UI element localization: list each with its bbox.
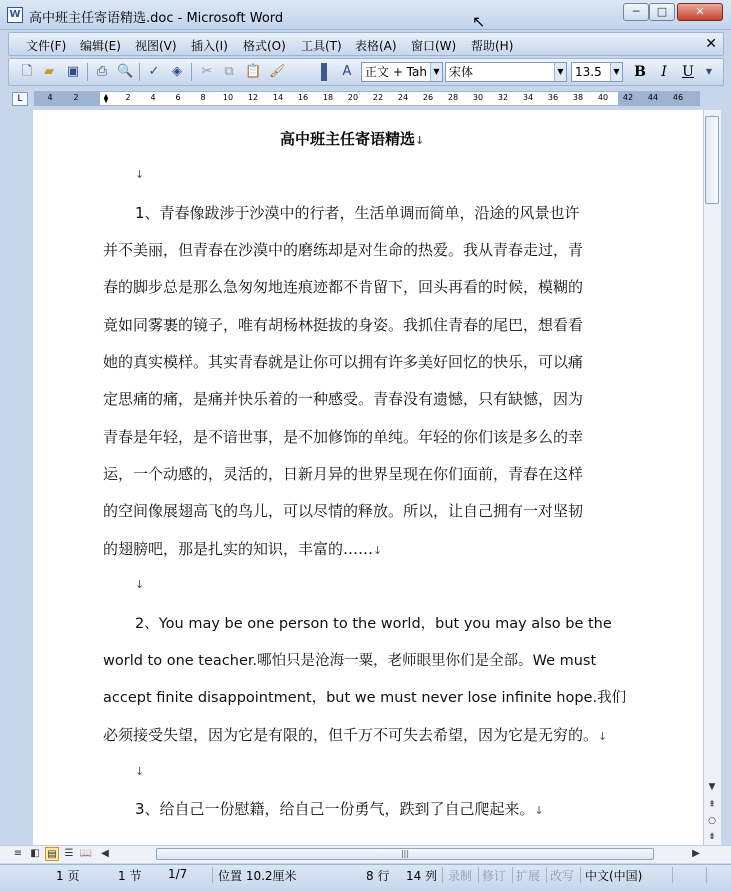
close-document-button[interactable]: ✕ [705, 36, 717, 52]
copy-icon[interactable]: ⧉ [224, 64, 234, 79]
document-title-text: 高中班主任寄语精选 [280, 130, 416, 148]
mouse-pointer-icon: ↖ [472, 12, 486, 31]
body-line-text: 的翅膀吧，那是扎实的知识，丰富的…… [103, 540, 374, 558]
menu-help[interactable]: 帮助(H) [471, 39, 514, 53]
ruler-tick: 24 [397, 93, 409, 102]
menu-format[interactable]: 格式(O) [243, 39, 286, 53]
toolbar [8, 58, 724, 86]
cut-icon[interactable]: ✂ [201, 64, 213, 79]
menu-tools[interactable]: 工具(T) [301, 39, 342, 53]
paragraph-mark: ↓ [415, 134, 425, 147]
ruler-tick: 38 [572, 93, 584, 102]
ruler-tick: 2 [125, 93, 131, 102]
outline-view-icon[interactable]: ☰ [64, 848, 74, 859]
underline-options-chevron-icon[interactable]: ▼ [705, 67, 713, 76]
maximize-button[interactable]: □ [649, 3, 675, 21]
paragraph-mark: ↓ [373, 544, 383, 557]
menu-table[interactable]: 表格(A) [355, 39, 397, 53]
font-size-combo[interactable] [571, 62, 623, 82]
ruler-tick: 36 [547, 93, 559, 102]
font-combo-value: 宋体 [449, 65, 474, 79]
toolbar-separator [87, 63, 88, 81]
status-separator [512, 867, 513, 883]
bold-button[interactable]: B [634, 64, 646, 80]
ruler-tick: 12 [247, 93, 259, 102]
status-extend[interactable]: 扩展 [516, 869, 541, 883]
ruler-tick: 42 [622, 93, 634, 102]
ruler-tick: 4 [150, 93, 156, 102]
normal-view-icon[interactable]: ≡ [13, 848, 23, 859]
open-folder-icon[interactable]: ▰ [44, 64, 54, 79]
horizontal-scroll-thumb[interactable]: ||| [156, 848, 654, 860]
body-line[interactable]: 青春是年轻，是不谙世事，是不加修饰的单纯。年轻的你们该是多么的幸 [103, 428, 584, 446]
body-line[interactable]: 并不美丽，但青春在沙漠中的磨练却是对生命的热爱。我从青春走过，青 [103, 241, 584, 259]
underline-button[interactable]: U [682, 64, 694, 80]
print-icon[interactable]: ⎙ [96, 64, 108, 79]
status-page-of: 1/7 [168, 867, 188, 881]
paragraph-mark: ↓ [135, 578, 145, 591]
ruler-tick: 10 [222, 93, 234, 102]
scroll-right-button[interactable]: ▶ [692, 848, 700, 859]
italic-button[interactable]: I [661, 64, 667, 80]
ruler-tick: 34 [522, 93, 534, 102]
menu-view[interactable]: 视图(V) [135, 39, 177, 53]
ruler-tick: 32 [497, 93, 509, 102]
status-separator [546, 867, 547, 883]
status-separator [212, 867, 213, 883]
indent-marker-icon[interactable]: ⧫ [103, 94, 109, 104]
status-separator [478, 867, 479, 883]
paragraph-mark: ↓ [135, 765, 145, 778]
chevron-down-icon[interactable]: ▼ [554, 63, 566, 81]
scroll-left-button[interactable]: ◀ [101, 848, 109, 859]
body-line-text: 必须接受失望，因为它是有限的，但千万不可失去希望，因为它是无穷的。 [103, 726, 599, 744]
research-icon[interactable]: ◈ [172, 64, 182, 79]
chevron-down-icon[interactable]: ▼ [610, 63, 622, 81]
vertical-scrollbar[interactable] [703, 110, 721, 845]
spelling-check-icon[interactable]: ✓ [148, 64, 160, 79]
window-title: 高中班主任寄语精选.doc - Microsoft Word [29, 11, 284, 26]
body-line[interactable] [103, 724, 607, 745]
tab-selector-button[interactable]: L [12, 92, 28, 106]
toolbar-separator [139, 63, 140, 81]
ruler-tick: 28 [447, 93, 459, 102]
ruler-tick: 18 [322, 93, 334, 102]
ruler-tick: 2 [73, 93, 79, 102]
reading-layout-view-icon[interactable]: 📖 [79, 848, 93, 859]
ruler-tick: 44 [647, 93, 659, 102]
ruler-tick: 8 [200, 93, 206, 102]
body-line[interactable]: 她的真实模样。其实青春就是让你可以拥有许多美好回忆的快乐，可以痛 [103, 353, 584, 371]
body-line[interactable]: 1、青春像跋涉于沙漠中的行者，生活单调而简单，沿途的风景也许 [135, 204, 580, 222]
body-line[interactable] [103, 538, 382, 559]
ruler-tick: 40 [597, 93, 609, 102]
menu-window[interactable]: 窗口(W) [411, 39, 457, 53]
print-preview-icon[interactable]: 🔍 [117, 64, 134, 79]
status-column: 14 列 [406, 869, 438, 883]
body-line[interactable]: world to one teacher.哪怕只是沧海一粟，老师眼里你们是全部。We must [103, 653, 597, 669]
format-painter-icon[interactable]: 🖌 [269, 64, 286, 79]
menu-edit[interactable]: 编辑(E) [80, 39, 121, 53]
print-layout-view-icon[interactable]: ▤ [45, 847, 59, 861]
ruler-tick: 16 [297, 93, 309, 102]
paragraph-mark: ↓ [534, 804, 544, 817]
body-line[interactable]: 春的脚步总是那么急匆匆地连痕迹都不肯留下，回头再看的时候，模糊的 [103, 278, 584, 296]
ruler-tick: 22 [372, 93, 384, 102]
chevron-down-icon[interactable]: ▼ [430, 63, 442, 81]
save-icon[interactable]: ▣ [66, 64, 80, 79]
toolbar-separator [191, 63, 192, 81]
body-line[interactable]: 定思痛的痛，是痛并快乐着的一种感受。青春没有遗憾，只有缺憾，因为 [103, 390, 584, 408]
menu-file[interactable]: 文件(F) [26, 39, 67, 53]
ruler-tick: 20 [347, 93, 359, 102]
status-page: 1 页 [56, 869, 80, 883]
ruler-tick: 46 [672, 93, 684, 102]
previous-page-button[interactable]: ⇞ [708, 800, 716, 810]
menu-bar [8, 32, 724, 56]
minimize-button[interactable]: ─ [623, 3, 649, 21]
status-section: 1 节 [118, 869, 142, 883]
font-combo[interactable] [445, 62, 567, 82]
select-browse-object-button[interactable]: ○ [708, 816, 716, 826]
paste-icon[interactable]: 📋 [245, 64, 262, 79]
web-layout-view-icon[interactable]: ◧ [30, 848, 40, 859]
vertical-scroll-thumb[interactable] [705, 116, 719, 204]
style-combo[interactable] [361, 62, 443, 82]
styles-formatting-icon[interactable]: A [342, 64, 352, 79]
status-line: 8 行 [366, 869, 390, 883]
status-separator [580, 867, 581, 883]
menu-insert[interactable]: 插入(I) [191, 39, 228, 53]
ruler-tick: 26 [422, 93, 434, 102]
status-record[interactable]: 录制 [448, 869, 473, 883]
status-overtype[interactable]: 改写 [550, 869, 575, 883]
status-separator [672, 867, 673, 883]
next-page-button[interactable]: ⇟ [708, 832, 716, 842]
status-revision[interactable]: 修订 [482, 869, 507, 883]
ruler-tick: 14 [272, 93, 284, 102]
word-app-icon[interactable]: W [7, 7, 23, 23]
status-position: 位置 10.2厘米 [218, 869, 297, 883]
body-line[interactable] [135, 798, 544, 819]
ruler-tick: 6 [175, 93, 181, 102]
body-line[interactable]: accept finite disappointment，but we must never lose infinite hope.我们 [103, 690, 627, 706]
font-size-combo-value: 13.5 [575, 65, 602, 79]
style-combo-value: 正文 + Tah [365, 65, 427, 79]
ruler-tick: 4 [47, 93, 53, 102]
new-document-icon[interactable]: 🗋 [21, 64, 33, 79]
status-separator [442, 867, 443, 883]
paragraph-mark: ↓ [135, 168, 145, 181]
body-line[interactable]: 的空间像展翅高飞的鸟儿，可以尽情的释放。所以，让自己拥有一对坚韧 [103, 502, 584, 520]
scroll-down-button[interactable]: ▼ [708, 782, 716, 792]
status-separator [706, 867, 707, 883]
ruler-tick: 30 [472, 93, 484, 102]
close-window-button[interactable]: ✕ [677, 3, 723, 21]
toolbar-overflow-chevron-icon[interactable] [321, 63, 327, 81]
paragraph-mark: ↓ [598, 730, 608, 743]
document-title[interactable] [280, 128, 424, 149]
body-line[interactable]: 运，一个动感的，灵活的，日新月异的世界呈现在你们面前，青春在这样 [103, 465, 584, 483]
body-line[interactable]: 2、You may be one person to the world，but you may also be the [135, 616, 612, 632]
body-line-text: 3、给自己一份慰籍，给自己一份勇气，跌到了自己爬起来。 [135, 800, 535, 818]
body-line[interactable]: 竟如同雾裹的镜子，唯有胡杨林挺拔的身姿。我抓住青春的尾巴，想看看 [103, 316, 584, 334]
status-language[interactable]: 中文(中国) [585, 869, 643, 883]
